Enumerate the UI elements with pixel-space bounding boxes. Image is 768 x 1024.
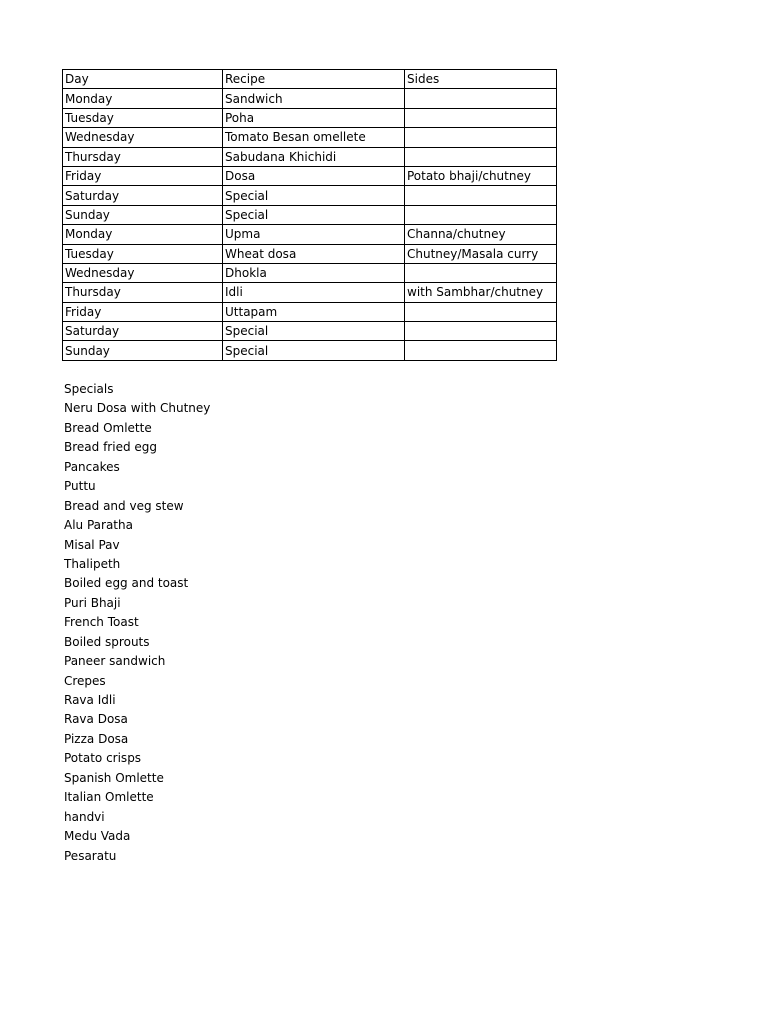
recipe-cell: Idli: [223, 283, 405, 302]
list-item: Bread fried egg: [64, 440, 157, 455]
table-row: [63, 166, 557, 185]
list-item: Bread Omlette: [64, 420, 152, 435]
sides-cell: with Sambhar/chutney: [405, 283, 557, 302]
recipe-cell: Special: [223, 205, 405, 224]
list-item: Medu Vada: [64, 829, 131, 844]
day-cell: Wednesday: [63, 263, 223, 282]
list-item: Rava Dosa: [64, 712, 128, 727]
list-item: Boiled sprouts: [64, 634, 150, 649]
table-row: [63, 302, 557, 321]
day-cell: Monday: [63, 89, 223, 108]
table-header-row: [63, 70, 557, 89]
sides-cell: [405, 147, 557, 166]
list-item: Puttu: [64, 479, 96, 494]
sides-cell: Potato bhaji/chutney: [405, 166, 557, 185]
recipe-cell: Sabudana Khichidi: [223, 147, 405, 166]
list-item: Boiled egg and toast: [64, 576, 189, 591]
sides-cell: [405, 186, 557, 205]
sides-cell: [405, 322, 557, 341]
specials-heading: Specials: [64, 382, 114, 396]
day-cell: Thursday: [63, 147, 223, 166]
list-item: Crepes: [64, 673, 106, 688]
recipe-cell: Sandwich: [223, 89, 405, 108]
day-cell: Sunday: [63, 341, 223, 360]
list-item: Puri Bhaji: [64, 595, 121, 610]
header-sides: Sides: [405, 70, 557, 89]
list-item: Italian Omlette: [64, 790, 154, 805]
sides-cell: [405, 128, 557, 147]
list-item: Thalipeth: [64, 556, 121, 571]
day-cell: Saturday: [63, 186, 223, 205]
recipe-cell: Wheat dosa: [223, 244, 405, 263]
list-item: Potato crisps: [64, 751, 142, 766]
recipe-cell: Upma: [223, 225, 405, 244]
list-item: Spanish Omlette: [64, 770, 164, 785]
day-cell: Saturday: [63, 322, 223, 341]
day-cell: Monday: [63, 225, 223, 244]
table-row: [63, 283, 557, 302]
sides-cell: [405, 341, 557, 360]
sides-cell: [405, 89, 557, 108]
sides-cell: [405, 108, 557, 127]
table-row: [63, 205, 557, 224]
table-row: [63, 108, 557, 127]
day-cell: Sunday: [63, 205, 223, 224]
day-cell: Wednesday: [63, 128, 223, 147]
day-cell: Thursday: [63, 283, 223, 302]
day-cell: Tuesday: [63, 108, 223, 127]
sides-cell: Chutney/Masala curry: [405, 244, 557, 263]
sides-cell: Channa/chutney: [405, 225, 557, 244]
day-cell: Friday: [63, 166, 223, 185]
list-item: Pancakes: [64, 459, 120, 474]
list-item: Pizza Dosa: [64, 731, 129, 746]
list-item: French Toast: [64, 615, 139, 630]
list-item: Paneer sandwich: [64, 654, 166, 669]
table-body: [63, 89, 557, 360]
list-item: Rava Idli: [64, 693, 116, 707]
list-item: Neru Dosa with Chutney: [64, 401, 211, 416]
sides-cell: [405, 302, 557, 321]
table-row: [63, 225, 557, 244]
recipe-cell: Dhokla: [223, 263, 405, 282]
recipe-cell: Special: [223, 186, 405, 205]
sides-cell: [405, 205, 557, 224]
table-row: [63, 147, 557, 166]
list-item: handvi: [64, 809, 105, 824]
recipe-cell: Tomato Besan omellete: [223, 128, 405, 147]
table-row: [63, 186, 557, 205]
header-recipe: Recipe: [223, 70, 405, 89]
recipe-cell: Special: [223, 341, 405, 360]
table-row: [63, 341, 557, 360]
sides-cell: [405, 263, 557, 282]
table-row: [63, 244, 557, 263]
recipe-cell: Poha: [223, 108, 405, 127]
recipe-cell: Special: [223, 322, 405, 341]
list-item: Alu Paratha: [64, 518, 133, 533]
day-cell: Tuesday: [63, 244, 223, 263]
weekly-menu-table: [62, 69, 557, 361]
recipe-cell: Uttapam: [223, 302, 405, 321]
list-item: Misal Pav: [64, 537, 120, 552]
specials-list: [64, 380, 210, 866]
table-row: [63, 89, 557, 108]
recipe-cell: Dosa: [223, 166, 405, 185]
table-row: [63, 128, 557, 147]
list-item: Pesaratu: [64, 848, 117, 863]
table-row: [63, 263, 557, 282]
menu-sheet: [62, 69, 557, 361]
day-cell: Friday: [63, 302, 223, 321]
list-item: Bread and veg stew: [64, 498, 184, 513]
header-day: Day: [63, 70, 223, 89]
table-row: [63, 322, 557, 341]
